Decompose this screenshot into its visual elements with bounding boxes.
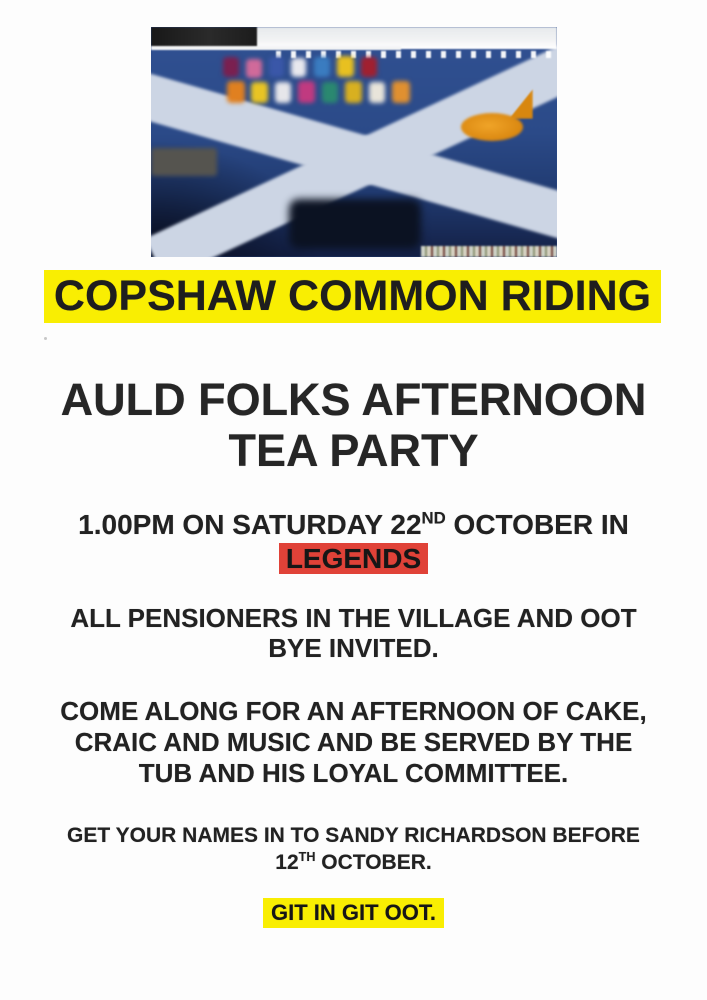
details-line2: CRAIC AND MUSIC AND BE SERVED BY THE: [74, 727, 633, 757]
magnet-letter: [291, 58, 306, 77]
names-line2: [0, 849, 707, 876]
magnet-letter: [337, 56, 354, 77]
main-heading: [0, 374, 707, 476]
magnet-letter: [227, 81, 245, 103]
flag-photo: [151, 27, 557, 257]
deadline-day: 12: [275, 851, 299, 874]
date-line: [0, 508, 707, 541]
goldfish-shape: [461, 113, 523, 141]
magnet-letter: [314, 57, 330, 77]
venue-highlighted: LEGENDS: [279, 543, 428, 574]
magnet-letter: [275, 82, 291, 103]
details-paragraph: [0, 696, 707, 789]
date-ordinal: ND: [421, 508, 446, 528]
invite-line2: BYE INVITED.: [268, 633, 439, 663]
date-text: 1.00PM ON SATURDAY 22: [78, 509, 422, 540]
main-heading-line1: AULD FOLKS AFTERNOON: [60, 374, 647, 425]
magnet-letter: [246, 59, 262, 78]
flag-photo-content: [151, 27, 557, 257]
dark-object-top: [151, 27, 257, 46]
photo-bottom-edge: [421, 246, 557, 257]
magnet-letter: [322, 82, 338, 103]
white-ledge: [151, 46, 401, 50]
date-text-suffix: OCTOBER IN: [445, 509, 629, 540]
deadline-ordinal: TH: [298, 850, 316, 864]
event-title-highlighted: COPSHAW COMMON RIDING: [44, 270, 661, 323]
magnet-letter: [223, 57, 239, 77]
invite-paragraph: [0, 603, 707, 663]
magnet-letter: [369, 82, 385, 103]
dark-object-left: [151, 148, 217, 176]
main-heading-line2: TEA PARTY: [228, 425, 479, 476]
magnet-letter: [251, 82, 268, 103]
magnet-letter: [392, 81, 410, 103]
footer-slogan-row: [0, 898, 707, 928]
dark-object-bottom: [289, 199, 421, 249]
invite-line1: ALL PENSIONERS IN THE VILLAGE AND OOT: [70, 603, 637, 633]
magnet-letter: [298, 81, 315, 103]
magnet-letter: [345, 81, 362, 103]
names-paragraph: [0, 822, 707, 876]
details-line1: COME ALONG FOR AN AFTERNOON OF CAKE,: [60, 696, 647, 726]
magnet-letter: [361, 57, 377, 77]
venue-line: [0, 541, 707, 575]
deadline-month: OCTOBER.: [315, 851, 432, 874]
date-venue-block: [0, 508, 707, 575]
scan-speck: [44, 337, 47, 340]
details-line3: TUB AND HIS LOYAL COMMITTEE.: [138, 758, 569, 788]
names-line1: GET YOUR NAMES IN TO SANDY RICHARDSON BEFORE: [67, 824, 640, 847]
footer-slogan-highlighted: GIT IN GIT OOT.: [263, 898, 444, 928]
magnet-letter: [269, 57, 284, 77]
